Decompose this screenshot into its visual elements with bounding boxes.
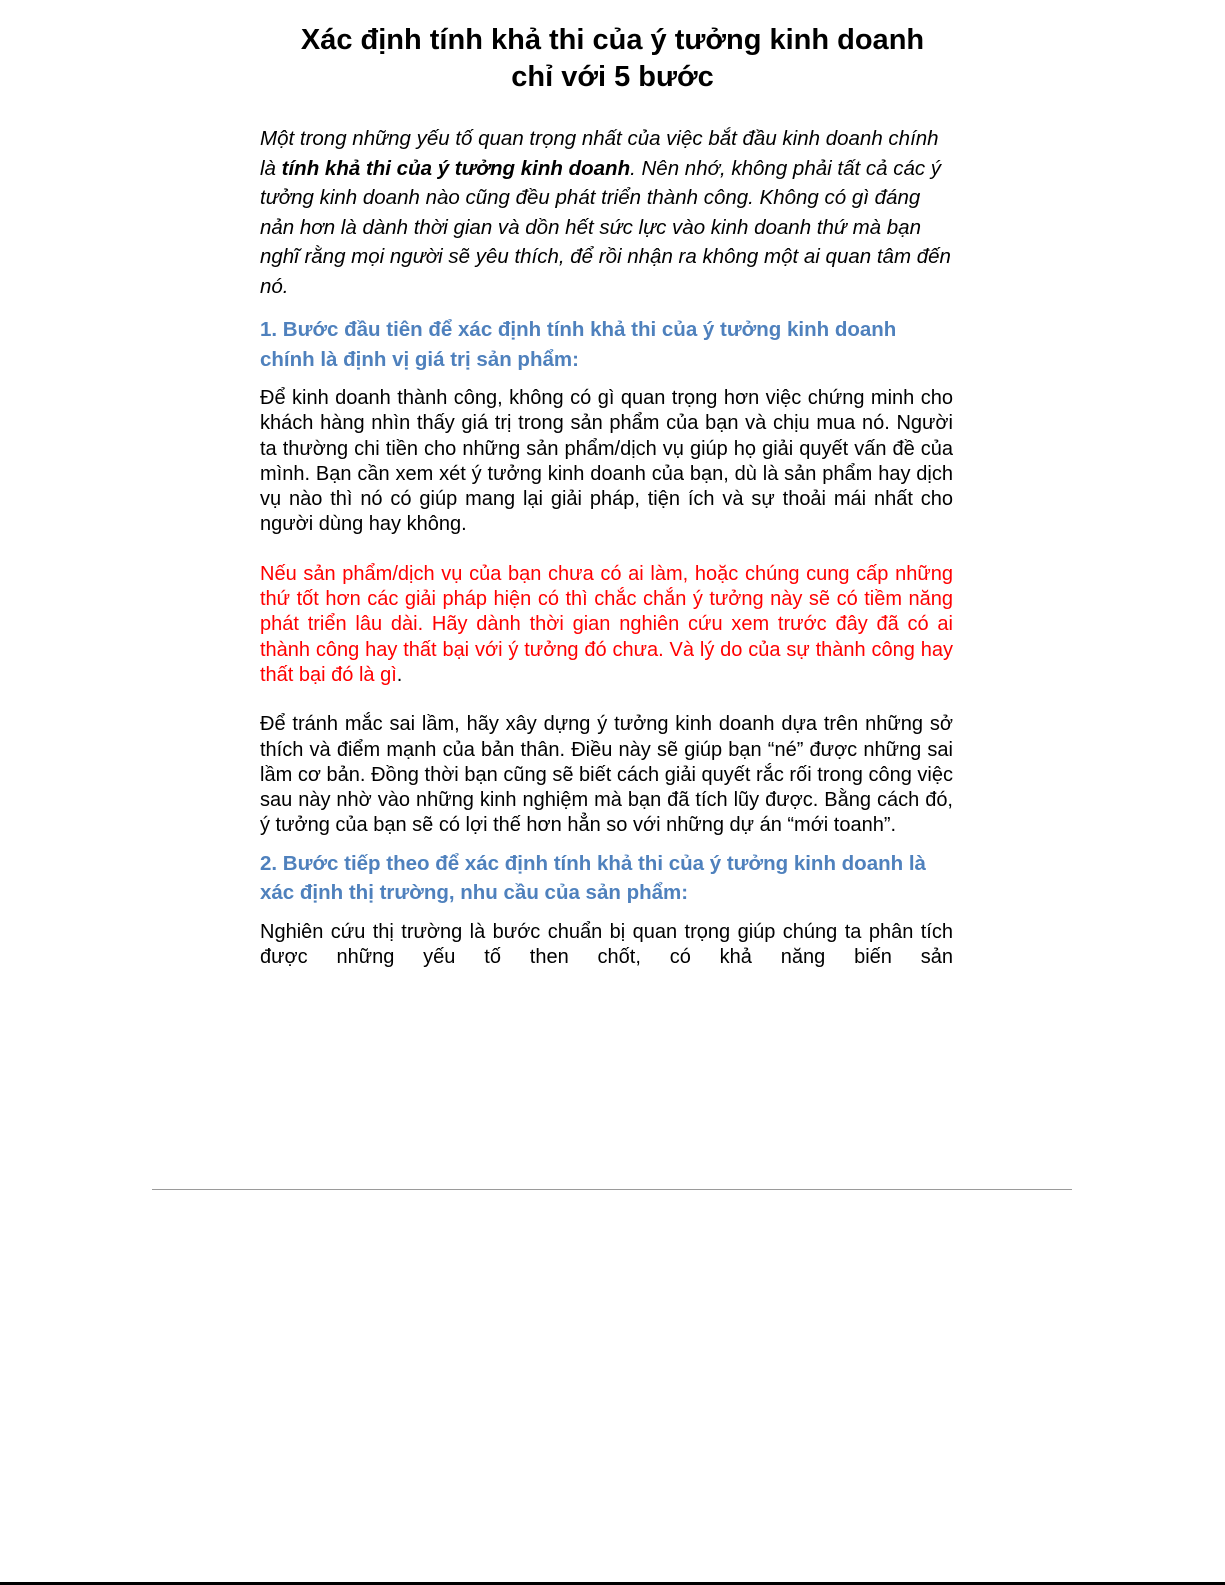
section-2-paragraph-1: Nghiên cứu thị trường là bước chuẩn bị quan trọng giúp chúng ta phân tích được những yếu tố then chốt, có khả năng biến sản — [260, 920, 953, 969]
section-1-paragraph-3: Để tránh mắc sai lầm, hãy xây dựng ý tưởng kinh doanh dựa trên những sở thích và điểm mạnh của bản thân. Điều này sẽ giúp bạn “né” được những sai lầm cơ bản. Đồng thời bạn cũng sẽ biết cách giải quyết rắc rối trong công việc sau này nhờ vào những kinh nghiệm mà bạn đã tích lũy được. Bằng cách đó, ý tưởng của bạn sẽ có lợi thế hơn hẳn so với những dự án “mới toanh”. — [260, 713, 953, 837]
intro-text-end: . Nên nhớ, không phải tất cả các ý tưởng kinh doanh nào cũng đều phát triển thành công. Không có gì đáng nản hơn là dành thời gian và dồn hết sức lực vào kinh doanh thứ mà bạn nghĩ rằng mọi người sẽ yêu thích, để rồi nhận ra không một ai quan tâm đến nó. — [260, 156, 951, 298]
intro-paragraph — [260, 124, 953, 301]
intro-text-start: Một trong những yếu tố quan trọng nhất của việc bắt đầu kinh doanh chính là — [260, 127, 939, 180]
section-1-paragraph-1: Để kinh doanh thành công, không có gì quan trọng hơn việc chứng minh cho khách hàng nhìn thấy giá trị trong sản phẩm của bạn và chịu mua nó. Người ta thường chi tiền cho những sản phẩm/dịch vụ giúp họ giải quyết vấn đề của mình. Bạn cần xem xét ý tưởng kinh doanh của bạn, dù là sản phẩm hay dịch vụ nào thì nó có giúp mang lại giải pháp, tiện ích và sự thoải mái nhất cho người dùng hay không. — [260, 387, 953, 536]
section-1-paragraph-2 — [260, 562, 953, 688]
document-body — [260, 124, 953, 970]
section-1-heading: 1. Bước đầu tiên để xác định tính khả thi của ý tưởng kinh doanh chính là định vị giá trị sản phẩm: — [260, 318, 897, 371]
document-title — [180, 22, 1045, 96]
paragraph-period: . — [396, 663, 403, 686]
title-line-1: Xác định tính khả thi của ý tưởng kinh doanh — [300, 24, 925, 56]
section-2-heading: 2. Bước tiếp theo để xác định tính khả thi của ý tưởng kinh doanh là xác định thị trường, nhu cầu của sản phẩm: — [260, 851, 926, 905]
intro-bold-phrase: tính khả thi của ý tưởng kinh doanh — [281, 156, 631, 180]
highlighted-text: Nếu sản phẩm/dịch vụ của bạn chưa có ai làm, hoặc chúng cung cấp những thứ tốt hơn các giải pháp hiện có thì chắc chắn ý tưởng này sẽ có tiềm năng phát triển lâu dài. Hãy dành thời gian nghiên cứu xem trước đây đã có ai thành công hay thất bại với ý tưởng đó chưa. Và lý do của sự thành công hay thất bại đó là gì — [260, 562, 953, 686]
title-line-2: chỉ với 5 bước — [511, 61, 714, 93]
page-divider — [152, 1189, 1072, 1190]
